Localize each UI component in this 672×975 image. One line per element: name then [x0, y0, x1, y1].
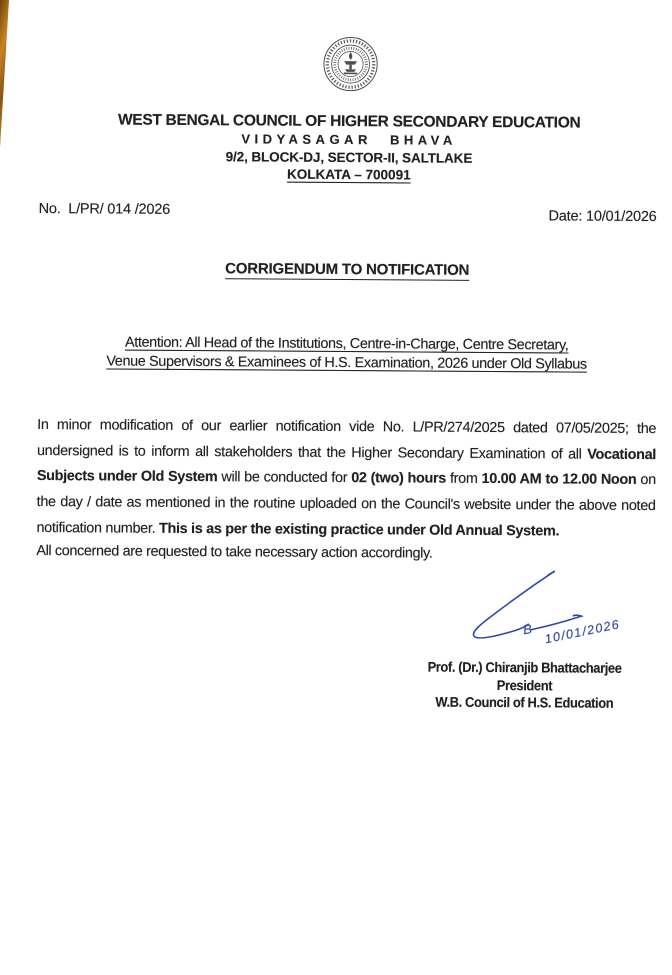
scan-edge-artifact [0, 0, 12, 148]
letter-title [38, 259, 656, 280]
reference-row [39, 201, 657, 225]
signature-initial: B [522, 621, 533, 638]
signature-stroke [473, 571, 554, 639]
body-line: Subjects under Old System will be conducted for 02 (two) hours from 10.00 AM to 12.00 Noon on [36, 468, 656, 489]
body-line: notification number. This is as per the existing practice under Old Annual System. [36, 519, 560, 540]
address-line: 9/2, BLOCK-DJ, SECTOR-II, SALTLAKE [225, 149, 473, 166]
body-paragraph [36, 413, 656, 546]
attention-line-2: Venue Supervisors & Examinees of H.S. Examination, 2026 under Old Syllabus [106, 353, 587, 373]
signatory-designation: President [496, 676, 553, 694]
signature-stroke [548, 571, 554, 575]
council-seal-icon [321, 35, 379, 93]
president-signature-icon [464, 564, 659, 651]
building-name: VIDYASAGAR BHAVA [241, 131, 457, 148]
city-text: KOLKATA – 700091 [287, 166, 411, 183]
signatory-organization: W.B. Council of H.S. Education [435, 693, 614, 712]
signature-handwritten-date: 10/01/2026 [543, 617, 622, 647]
city-line [39, 165, 659, 184]
letter-title-text: CORRIGENDUM TO NOTIFICATION [225, 260, 470, 279]
closing-line: All concerned are requested to take necessary action accordingly. [36, 542, 433, 562]
signatory-block [404, 658, 645, 712]
attention-line-1: Attention: All Head of the Institutions, Centre-in-Charge, Centre Secretary, [124, 334, 569, 354]
body-line: the day / date as mentioned in the routine uploaded on the Council's website under the above noted [36, 494, 656, 515]
reference-number: No. L/PR/ 014 /2026 [38, 200, 171, 218]
letter-date: Date: 10/01/2026 [548, 208, 657, 226]
body-line: undersigned is to inform all stakeholders that the Higher Secondary Examination of all Vocational [36, 442, 657, 463]
signatory-name: Prof. (Dr.) Chiranjib Bhattacharjee [427, 658, 622, 676]
organization-name: WEST BENGAL COUNCIL OF HIGHER SECONDARY EDUCATION [117, 111, 581, 132]
body-line: In minor modification of our earlier notification vide No. L/PR/274/2025 dated 07/05/2025; the [37, 416, 657, 438]
lamp-emblem-icon [344, 52, 358, 74]
attention-block [38, 333, 656, 374]
